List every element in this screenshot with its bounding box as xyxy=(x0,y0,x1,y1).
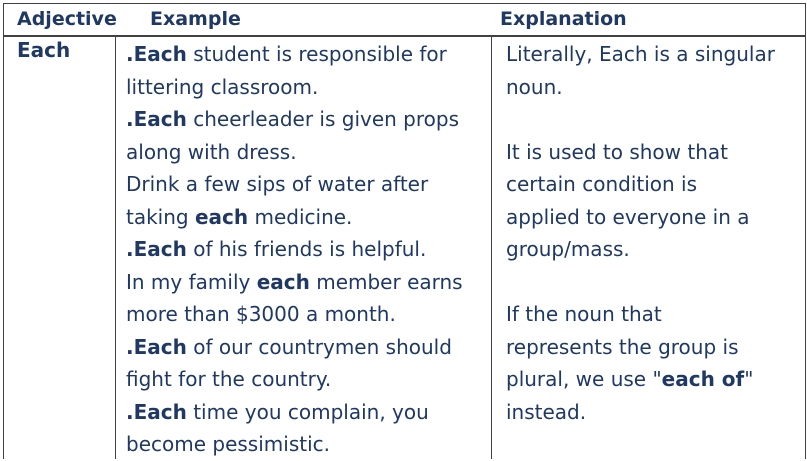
example-line xyxy=(126,201,463,234)
example-text: of his friends is helpful. xyxy=(186,237,427,261)
example-text: member earns xyxy=(309,269,463,294)
example-text: student is responsible for xyxy=(186,42,447,66)
explanation-line xyxy=(506,103,775,136)
explanation-line xyxy=(506,298,775,331)
explanation-text: certain condition is xyxy=(506,172,698,196)
explanation-text: noun. xyxy=(506,74,563,99)
example-line xyxy=(126,168,463,201)
explanation-line xyxy=(506,233,775,266)
example-line xyxy=(126,233,463,266)
explanation-text: instead. xyxy=(506,399,587,424)
explanation-text: plural, we use " xyxy=(506,367,662,391)
example-text: Drink a few sips of water after xyxy=(126,172,429,196)
explanation-line xyxy=(506,201,775,234)
explanation-text: applied to everyone in a xyxy=(506,204,750,229)
example-text: medicine. xyxy=(248,204,353,229)
explanation-text: represents the group is xyxy=(506,334,739,359)
explanation-text: " xyxy=(744,367,754,391)
example-line xyxy=(126,266,463,299)
example-line xyxy=(126,331,463,364)
example-bold-text: each xyxy=(194,204,249,229)
example-text: more than $3000 a month. xyxy=(126,302,396,326)
example-line xyxy=(126,38,463,71)
header-adjective: Adjective xyxy=(17,8,117,30)
example-text: cheerleader is given props xyxy=(186,107,460,131)
example-text: taking xyxy=(126,204,195,229)
example-text: along with dress. xyxy=(126,139,297,164)
table-border-right xyxy=(805,3,806,459)
explanation-line xyxy=(506,396,775,429)
explanation-line xyxy=(506,266,775,299)
column-divider-2 xyxy=(491,36,492,459)
table-border-left xyxy=(3,3,4,459)
header-divider xyxy=(3,35,806,37)
example-line xyxy=(126,428,463,461)
example-line xyxy=(126,103,463,136)
explanation-cell xyxy=(506,38,775,428)
explanation-text: If the noun that xyxy=(506,302,662,326)
example-text: littering classroom. xyxy=(126,74,319,99)
example-bold-text: .Each xyxy=(126,237,187,261)
adjective-cell: Each xyxy=(17,38,71,62)
explanation-bold-text: each of xyxy=(661,367,745,391)
example-text: In my family xyxy=(126,269,257,294)
example-text: become pessimistic. xyxy=(126,432,330,456)
example-text: time you complain, you xyxy=(186,399,429,424)
explanation-text: group/mass. xyxy=(506,237,630,261)
example-line xyxy=(126,363,463,396)
example-bold-text: .Each xyxy=(126,107,187,131)
example-bold-text: .Each xyxy=(126,42,187,66)
example-line xyxy=(126,396,463,429)
explanation-line xyxy=(506,71,775,104)
column-divider-1 xyxy=(115,36,116,459)
header-explanation: Explanation xyxy=(500,8,627,30)
example-line xyxy=(126,136,463,169)
explanation-text: It is used to show that xyxy=(506,139,728,164)
explanation-line xyxy=(506,38,775,71)
example-bold-text: .Each xyxy=(126,334,187,359)
example-text: fight for the country. xyxy=(126,367,332,391)
explanation-text: Literally, Each is a singular xyxy=(506,42,775,66)
example-line xyxy=(126,298,463,331)
explanation-line xyxy=(506,363,775,396)
example-line xyxy=(126,71,463,104)
table-border-top xyxy=(3,3,806,4)
explanation-line xyxy=(506,168,775,201)
example-cell xyxy=(126,38,463,461)
explanation-line xyxy=(506,136,775,169)
example-text: of our countrymen should xyxy=(186,334,452,359)
header-example: Example xyxy=(150,8,241,30)
explanation-line xyxy=(506,331,775,364)
example-bold-text: .Each xyxy=(126,399,187,424)
example-bold-text: each xyxy=(256,269,310,294)
